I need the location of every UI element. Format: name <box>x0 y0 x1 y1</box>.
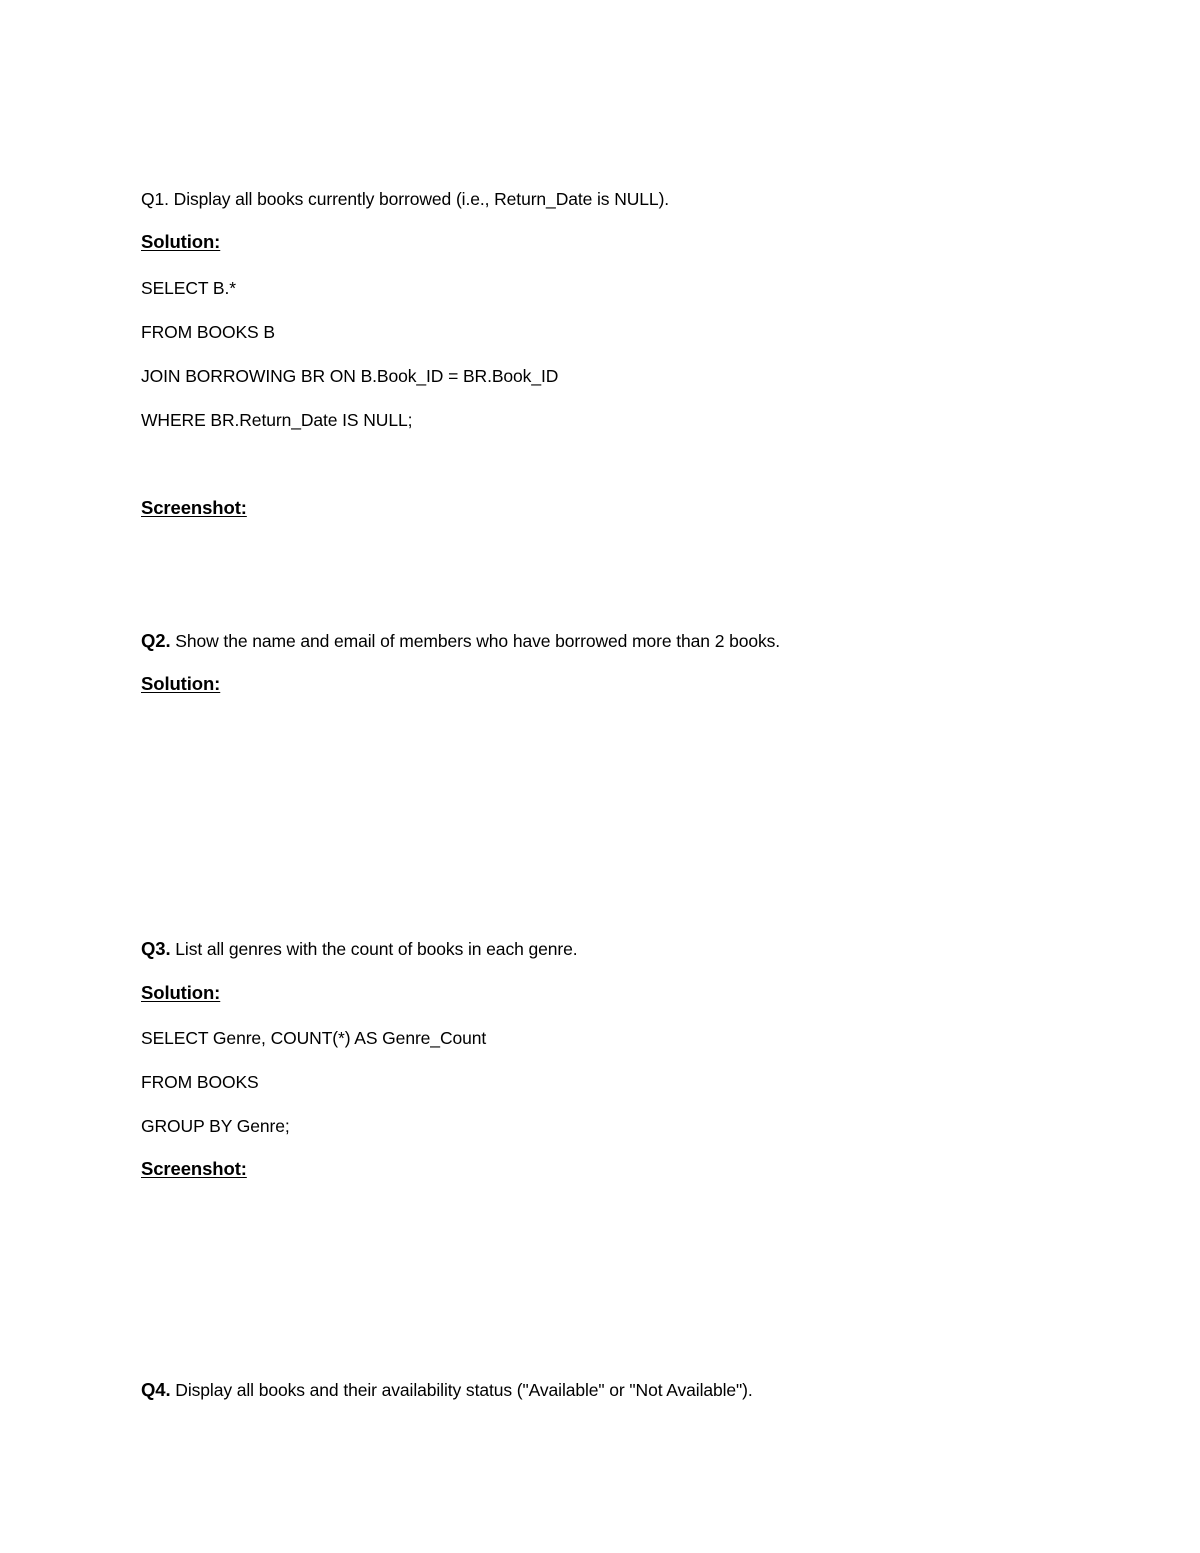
question-3-code-line-1: SELECT Genre, COUNT(*) AS Genre_Count <box>141 1028 487 1048</box>
question-4-number: Q4. <box>141 1379 171 1400</box>
question-3-code-line-2: FROM BOOKS <box>141 1072 259 1092</box>
question-4-text: Display all books and their availability status ("Available" or "Not Available"). <box>170 1380 753 1400</box>
question-2-number: Q2. <box>141 630 171 651</box>
question-3-solution-heading: Solution: <box>141 982 221 1003</box>
question-1-code-line-1: SELECT B.* <box>141 278 236 298</box>
question-3-screenshot-heading: Screenshot: <box>141 1158 247 1179</box>
question-2-text: Show the name and email of members who have borrowed more than 2 books. <box>170 631 781 651</box>
question-4 <box>141 1379 753 1401</box>
question-3-code-line-3: GROUP BY Genre; <box>141 1116 290 1136</box>
question-1-solution-heading: Solution: <box>141 231 221 252</box>
question-3 <box>141 938 578 960</box>
question-1-code-line-2: FROM BOOKS B <box>141 322 275 342</box>
question-1-screenshot-heading: Screenshot: <box>141 497 247 518</box>
question-1 <box>141 188 669 210</box>
question-3-text: List all genres with the count of books in each genre. <box>170 939 578 959</box>
question-1-text: Display all books currently borrowed (i.e., Return_Date is NULL). <box>168 189 670 209</box>
question-2 <box>141 630 780 652</box>
question-1-number: Q1. <box>141 189 169 209</box>
question-1-code-line-4: WHERE BR.Return_Date IS NULL; <box>141 410 413 430</box>
question-1-code-line-3: JOIN BORROWING BR ON B.Book_ID = BR.Book_ID <box>141 366 559 386</box>
question-3-number: Q3. <box>141 938 171 959</box>
question-2-solution-heading: Solution: <box>141 673 221 694</box>
